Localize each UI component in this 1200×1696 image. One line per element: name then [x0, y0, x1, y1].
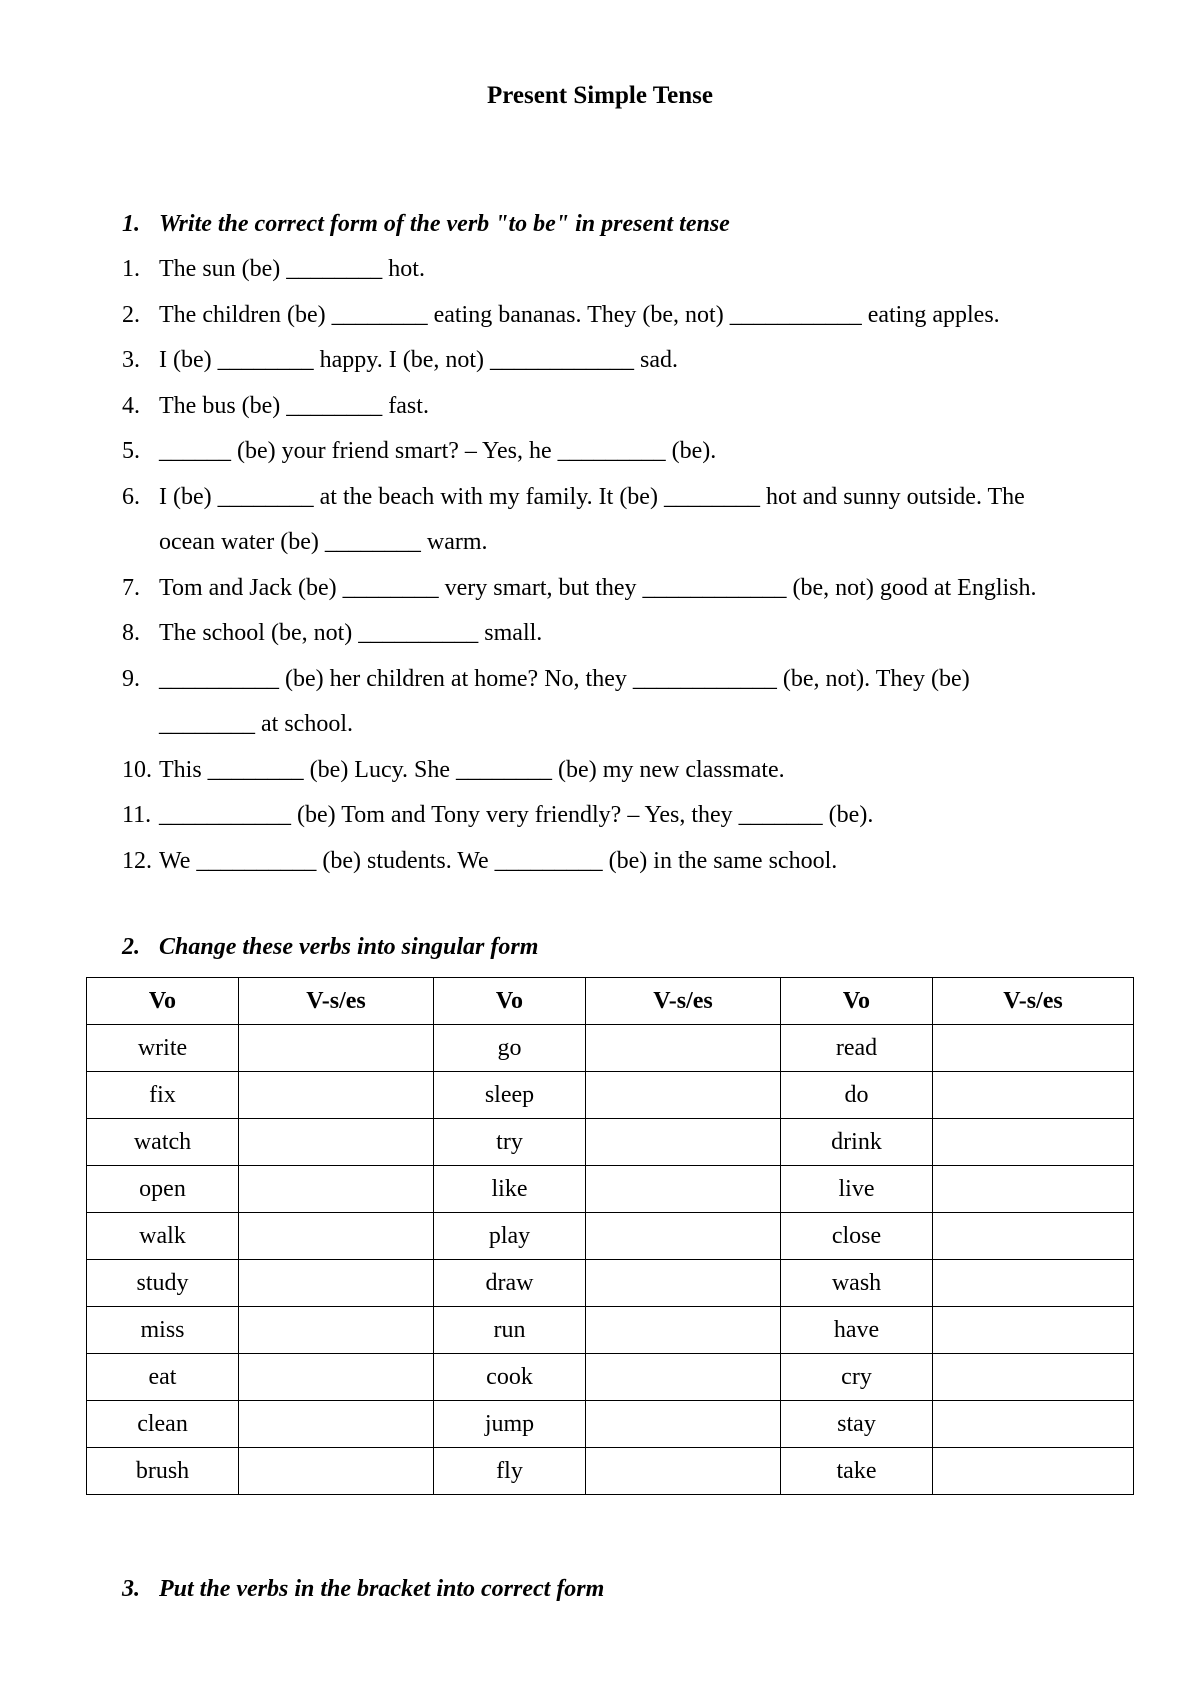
exercise-item: [122, 748, 1142, 794]
exercise-item-text: I (be) ________ happy. I (be, not) ____________ sad.: [159, 347, 679, 373]
verb-answer-cell[interactable]: [933, 1072, 1134, 1119]
verb-base-cell: fly: [434, 1448, 586, 1495]
exercise-item-text: We __________ (be) students. We _________ (be) in the same school.: [159, 847, 838, 874]
verb-table-row: [87, 1119, 1134, 1166]
verb-answer-cell[interactable]: [586, 1260, 781, 1307]
verb-table-row: [87, 1448, 1134, 1495]
exercise-1-list: [122, 247, 1142, 884]
exercise-item-number: 5.: [122, 438, 140, 464]
verb-answer-cell[interactable]: [239, 1448, 434, 1495]
verb-table-row: [87, 1213, 1134, 1260]
verb-answer-cell[interactable]: [239, 1354, 434, 1401]
exercise-item: [122, 338, 1142, 384]
verb-table-row: [87, 1166, 1134, 1213]
verb-base-cell: sleep: [434, 1072, 586, 1119]
section-3-heading: [122, 1576, 604, 1603]
exercise-item-text: Tom and Jack (be) ________ very smart, but they ____________ (be, not) good at English.: [159, 574, 1037, 601]
exercise-item-number: 12.: [122, 847, 152, 874]
exercise-item-number: 3.: [122, 347, 140, 373]
exercise-item: [122, 429, 1142, 475]
verb-base-cell: jump: [434, 1401, 586, 1448]
verb-answer-cell[interactable]: [239, 1307, 434, 1354]
exercise-item: [122, 793, 1142, 839]
exercise-item-text: The children (be) ________ eating bananas. They (be, not) ___________ eating apples.: [159, 301, 1000, 328]
verb-answer-cell[interactable]: [586, 1213, 781, 1260]
verb-base-cell: read: [781, 1025, 933, 1072]
verb-base-cell: take: [781, 1448, 933, 1495]
exercise-item-continuation: ________ at school.: [159, 711, 353, 737]
section-3-number: 3.: [122, 1576, 140, 1602]
verb-answer-cell[interactable]: [933, 1448, 1134, 1495]
verb-table-header-row: [87, 978, 1134, 1025]
exercise-item: [122, 611, 1142, 657]
exercise-item-continuation: ocean water (be) ________ warm.: [159, 529, 488, 555]
page-title: Present Simple Tense: [487, 82, 713, 109]
verb-base-cell: wash: [781, 1260, 933, 1307]
verb-base-cell: cook: [434, 1354, 586, 1401]
verb-base-cell: try: [434, 1119, 586, 1166]
verb-base-cell: study: [87, 1260, 239, 1307]
verb-base-cell: drink: [781, 1119, 933, 1166]
verb-base-cell: clean: [87, 1401, 239, 1448]
verb-base-cell: open: [87, 1166, 239, 1213]
verb-table-row: [87, 1401, 1134, 1448]
exercise-item-text: I (be) ________ at the beach with my family. It (be) ________ hot and sunny outside. The: [159, 483, 1025, 510]
verb-answer-cell[interactable]: [933, 1166, 1134, 1213]
verb-base-cell: close: [781, 1213, 933, 1260]
verb-base-cell: walk: [87, 1213, 239, 1260]
exercise-item-number: 6.: [122, 483, 140, 510]
verb-answer-cell[interactable]: [586, 1119, 781, 1166]
verb-answer-cell[interactable]: [239, 1072, 434, 1119]
section-2-heading: [122, 934, 538, 961]
verb-table-row: [87, 1307, 1134, 1354]
verb-answer-cell[interactable]: [933, 1307, 1134, 1354]
verb-answer-cell[interactable]: [586, 1072, 781, 1119]
verb-answer-cell[interactable]: [586, 1401, 781, 1448]
verb-table-row: [87, 1025, 1134, 1072]
verb-table-row: [87, 1072, 1134, 1119]
exercise-item: [122, 475, 1142, 521]
exercise-item-number: 4.: [122, 392, 140, 419]
exercise-item-number: 8.: [122, 620, 140, 646]
section-2-number: 2.: [122, 934, 140, 960]
verb-base-cell: have: [781, 1307, 933, 1354]
exercise-item-text: This ________ (be) Lucy. She ________ (be) my new classmate.: [159, 756, 785, 783]
verb-base-cell: fix: [87, 1072, 239, 1119]
exercise-item-text: The school (be, not) __________ small.: [159, 620, 543, 646]
verb-table-header-cell: V-s/es: [239, 978, 434, 1025]
exercise-item-number: 11.: [122, 802, 152, 828]
verb-table-header-cell: Vo: [781, 978, 933, 1025]
verb-base-cell: eat: [87, 1354, 239, 1401]
section-2-heading-text: Change these verbs into singular form: [159, 934, 539, 960]
verb-base-cell: miss: [87, 1307, 239, 1354]
verb-table-header-cell: V-s/es: [586, 978, 781, 1025]
exercise-item: [122, 384, 1142, 430]
exercise-item: [122, 247, 1142, 293]
exercise-item-number: 10.: [122, 756, 152, 783]
verb-base-cell: live: [781, 1166, 933, 1213]
verb-table-header-cell: Vo: [87, 978, 239, 1025]
verb-base-cell: go: [434, 1025, 586, 1072]
verb-answer-cell[interactable]: [586, 1025, 781, 1072]
verb-table-row: [87, 1354, 1134, 1401]
verb-answer-cell[interactable]: [933, 1025, 1134, 1072]
verb-base-cell: write: [87, 1025, 239, 1072]
exercise-item-text: ___________ (be) Tom and Tony very friendly? – Yes, they _______ (be).: [159, 802, 874, 828]
verb-answer-cell[interactable]: [586, 1448, 781, 1495]
verb-answer-cell[interactable]: [586, 1166, 781, 1213]
exercise-item: [122, 566, 1142, 612]
verb-base-cell: watch: [87, 1119, 239, 1166]
exercise-item-number: 1.: [122, 256, 140, 282]
verb-answer-cell[interactable]: [933, 1260, 1134, 1307]
section-3-heading-text: Put the verbs in the bracket into correct form: [159, 1576, 605, 1602]
verb-answer-cell[interactable]: [239, 1401, 434, 1448]
section-1-heading: [122, 211, 730, 238]
section-1-number: 1.: [122, 211, 140, 237]
exercise-item-text: ______ (be) your friend smart? – Yes, he _________ (be).: [159, 438, 717, 464]
exercise-item-text: __________ (be) her children at home? No, they ____________ (be, not). They (be): [159, 665, 970, 692]
verb-base-cell: stay: [781, 1401, 933, 1448]
verb-answer-cell[interactable]: [586, 1307, 781, 1354]
verb-answer-cell[interactable]: [239, 1260, 434, 1307]
verb-answer-cell[interactable]: [933, 1401, 1134, 1448]
verb-table: [86, 977, 1134, 1495]
verb-table-header-cell: V-s/es: [933, 978, 1134, 1025]
exercise-item-text: The bus (be) ________ fast.: [159, 392, 429, 419]
exercise-item-number: 2.: [122, 301, 140, 328]
verb-answer-cell[interactable]: [586, 1354, 781, 1401]
verb-answer-cell[interactable]: [933, 1354, 1134, 1401]
verb-base-cell: brush: [87, 1448, 239, 1495]
verb-answer-cell[interactable]: [933, 1213, 1134, 1260]
verb-table-header-cell: Vo: [434, 978, 586, 1025]
exercise-item: [122, 293, 1142, 339]
section-1-heading-text: Write the correct form of the verb "to be" in present tense: [159, 211, 730, 237]
verb-answer-cell[interactable]: [239, 1213, 434, 1260]
exercise-item-number: 7.: [122, 574, 140, 601]
exercise-item: [122, 657, 1142, 703]
exercise-item-number: 9.: [122, 665, 140, 692]
verb-table-row: [87, 1260, 1134, 1307]
verb-base-cell: do: [781, 1072, 933, 1119]
verb-base-cell: run: [434, 1307, 586, 1354]
exercise-item-text: The sun (be) ________ hot.: [159, 256, 425, 282]
exercise-item: [122, 839, 1142, 885]
verb-base-cell: draw: [434, 1260, 586, 1307]
verb-answer-cell[interactable]: [239, 1166, 434, 1213]
verb-base-cell: play: [434, 1213, 586, 1260]
verb-answer-cell[interactable]: [239, 1119, 434, 1166]
verb-base-cell: like: [434, 1166, 586, 1213]
verb-base-cell: cry: [781, 1354, 933, 1401]
verb-answer-cell[interactable]: [933, 1119, 1134, 1166]
verb-answer-cell[interactable]: [239, 1025, 434, 1072]
